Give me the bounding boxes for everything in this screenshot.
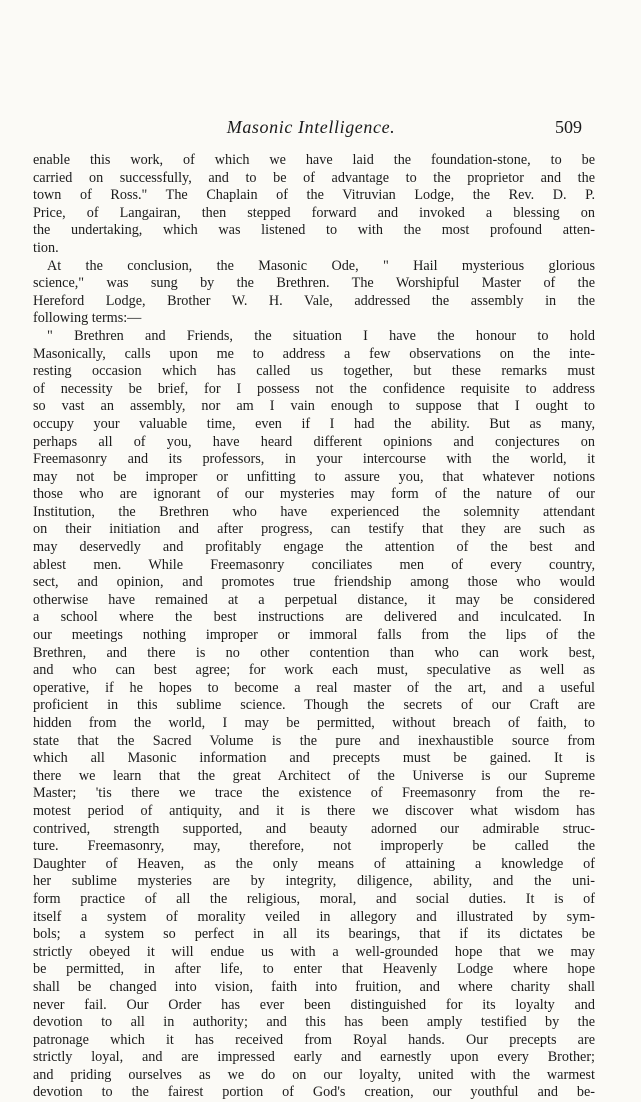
text-line: science," was sung by the Brethren. The Worshipful Master of the bbox=[33, 275, 595, 292]
text-line: a school where the best instructions are delivered and inculcated. In bbox=[33, 609, 595, 626]
text-line: Hereford Lodge, Brother W. H. Vale, addressed the assembly in the bbox=[33, 292, 595, 309]
page-number: 509 bbox=[555, 117, 582, 137]
text-line: ablest men. While Freemasonry conciliates men of every country, bbox=[33, 556, 595, 573]
text-line: be permitted, in after life, to enter that Heavenly Lodge where hope bbox=[33, 961, 595, 978]
text-line: and who can best agree; for work each must, speculative as well as bbox=[33, 662, 595, 679]
text-line: following terms:— bbox=[33, 310, 142, 327]
text-line: tion. bbox=[33, 239, 59, 256]
text-line: hidden from the world, I may be permitted, without breach of faith, to bbox=[33, 715, 595, 731]
text-line: enable this work, of which we have laid the foundation-stone, to be bbox=[33, 152, 595, 168]
text-line: Daughter of Heaven, as the only means of attaining a knowledge of bbox=[33, 855, 595, 872]
text-line: carried on successfully, and to be of advantage to the proprietor and the bbox=[33, 169, 595, 186]
text-line: Brethren, and there is no other contention than who can work best, bbox=[33, 644, 595, 661]
text-line: devotion to all in authority; and this has been amply testified by the bbox=[33, 1014, 595, 1031]
text-line: Price, of Langairan, then stepped forward and invoked a blessing on bbox=[33, 204, 595, 221]
text-line: resting occasion which has called us together, but these remarks must bbox=[33, 363, 595, 380]
text-line: " Brethren and Friends, the situation I have the honour to hold bbox=[47, 327, 595, 344]
body-text bbox=[33, 152, 595, 1102]
text-line: patronage which it has received from Royal hands. Our precepts are bbox=[33, 1031, 595, 1048]
text-line: Institution, the Brethren who have experienced the solemnity attendant bbox=[33, 503, 595, 520]
text-line: and priding ourselves as we do on our loyalty, united with the warmest bbox=[33, 1066, 595, 1083]
text-line: those who are ignorant of our mysteries may form of the nature of our bbox=[33, 486, 595, 503]
text-line: At the conclusion, the Masonic Ode, " Hail mysterious glorious bbox=[47, 257, 595, 274]
text-line: on their initiation and after progress, can testify that they are such as bbox=[33, 521, 595, 538]
text-line: devotion to the fairest portion of God's creation, our youthful and be- bbox=[33, 1084, 595, 1101]
text-line: state that the Sacred Volume is the pure and inexhaustible source from bbox=[33, 732, 595, 749]
text-line: so vast an assembly, nor am I vain enough to suppose that I ought to bbox=[33, 398, 595, 415]
text-line: bols; a system so perfect in all its bearings, that if its dictates be bbox=[33, 926, 595, 943]
text-line: otherwise have remained at a perpetual distance, it may be considered bbox=[33, 591, 595, 608]
text-line: ture. Freemasonry, may, therefore, not improperly be called the bbox=[33, 838, 595, 855]
text-line: Masonically, calls upon me to address a few observations on the inte- bbox=[33, 345, 595, 362]
text-line: form practice of all the religious, moral, and social duties. It is of bbox=[33, 890, 595, 907]
text-line: perhaps all of you, have heard different opinions and conjectures on bbox=[33, 433, 595, 450]
text-line: motest period of antiquity, and it is there we discover what wisdom has bbox=[33, 802, 595, 819]
text-line: which all Masonic information and precepts must be gained. It is bbox=[33, 750, 595, 767]
text-line: occupy your valuable time, even if I had the ability. But as many, bbox=[33, 415, 595, 432]
text-line: of necessity be brief, for I possess not the confidence requisite to address bbox=[33, 380, 595, 397]
text-line: the undertaking, which was listened to with the most profound atten- bbox=[33, 222, 595, 239]
text-line: may deservedly and profitably engage the attention of the best and bbox=[33, 539, 595, 556]
text-line: operative, if he hopes to become a real master of the art, and a useful bbox=[33, 679, 595, 696]
text-line: contrived, strength supported, and beauty adorned our admirable struc- bbox=[33, 820, 595, 837]
text-line: Master; 'tis there we trace the existence of Freemasonry from the re- bbox=[33, 785, 595, 802]
text-line: town of Ross." The Chaplain of the Vitruvian Lodge, the Rev. D. P. bbox=[33, 187, 595, 204]
text-line: strictly obeyed it will endue us with a well-grounded hope that we may bbox=[33, 943, 595, 960]
text-line: never fail. Our Order has ever been distinguished for its loyalty and bbox=[33, 996, 595, 1013]
text-line: may not be improper or unfitting to assure you, that whatever notions bbox=[33, 468, 595, 485]
text-line: strictly loyal, and are impressed early and earnestly upon every Brother; bbox=[33, 1049, 595, 1066]
text-line: shall be changed into vision, faith into fruition, and where charity shall bbox=[33, 978, 595, 995]
running-title: Masonic Intelligence. bbox=[226, 117, 396, 137]
text-line: our meetings nothing improper or immoral falls from the lips of the bbox=[33, 627, 595, 644]
text-line: proficient in this sublime science. Though the secrets of our Craft are bbox=[33, 697, 595, 714]
text-line: there we learn that the great Architect of the Universe is our Supreme bbox=[33, 767, 595, 784]
text-line: her sublime mysteries are by integrity, diligence, ability, and the uni- bbox=[33, 873, 595, 890]
text-line: Freemasonry and its professors, in your intercourse with the world, it bbox=[33, 451, 595, 468]
text-line: itself a system of morality veiled in allegory and illustrated by sym- bbox=[33, 908, 595, 925]
text-line: sect, and opinion, and promotes true friendship among those who would bbox=[33, 574, 595, 591]
running-head bbox=[40, 117, 582, 141]
